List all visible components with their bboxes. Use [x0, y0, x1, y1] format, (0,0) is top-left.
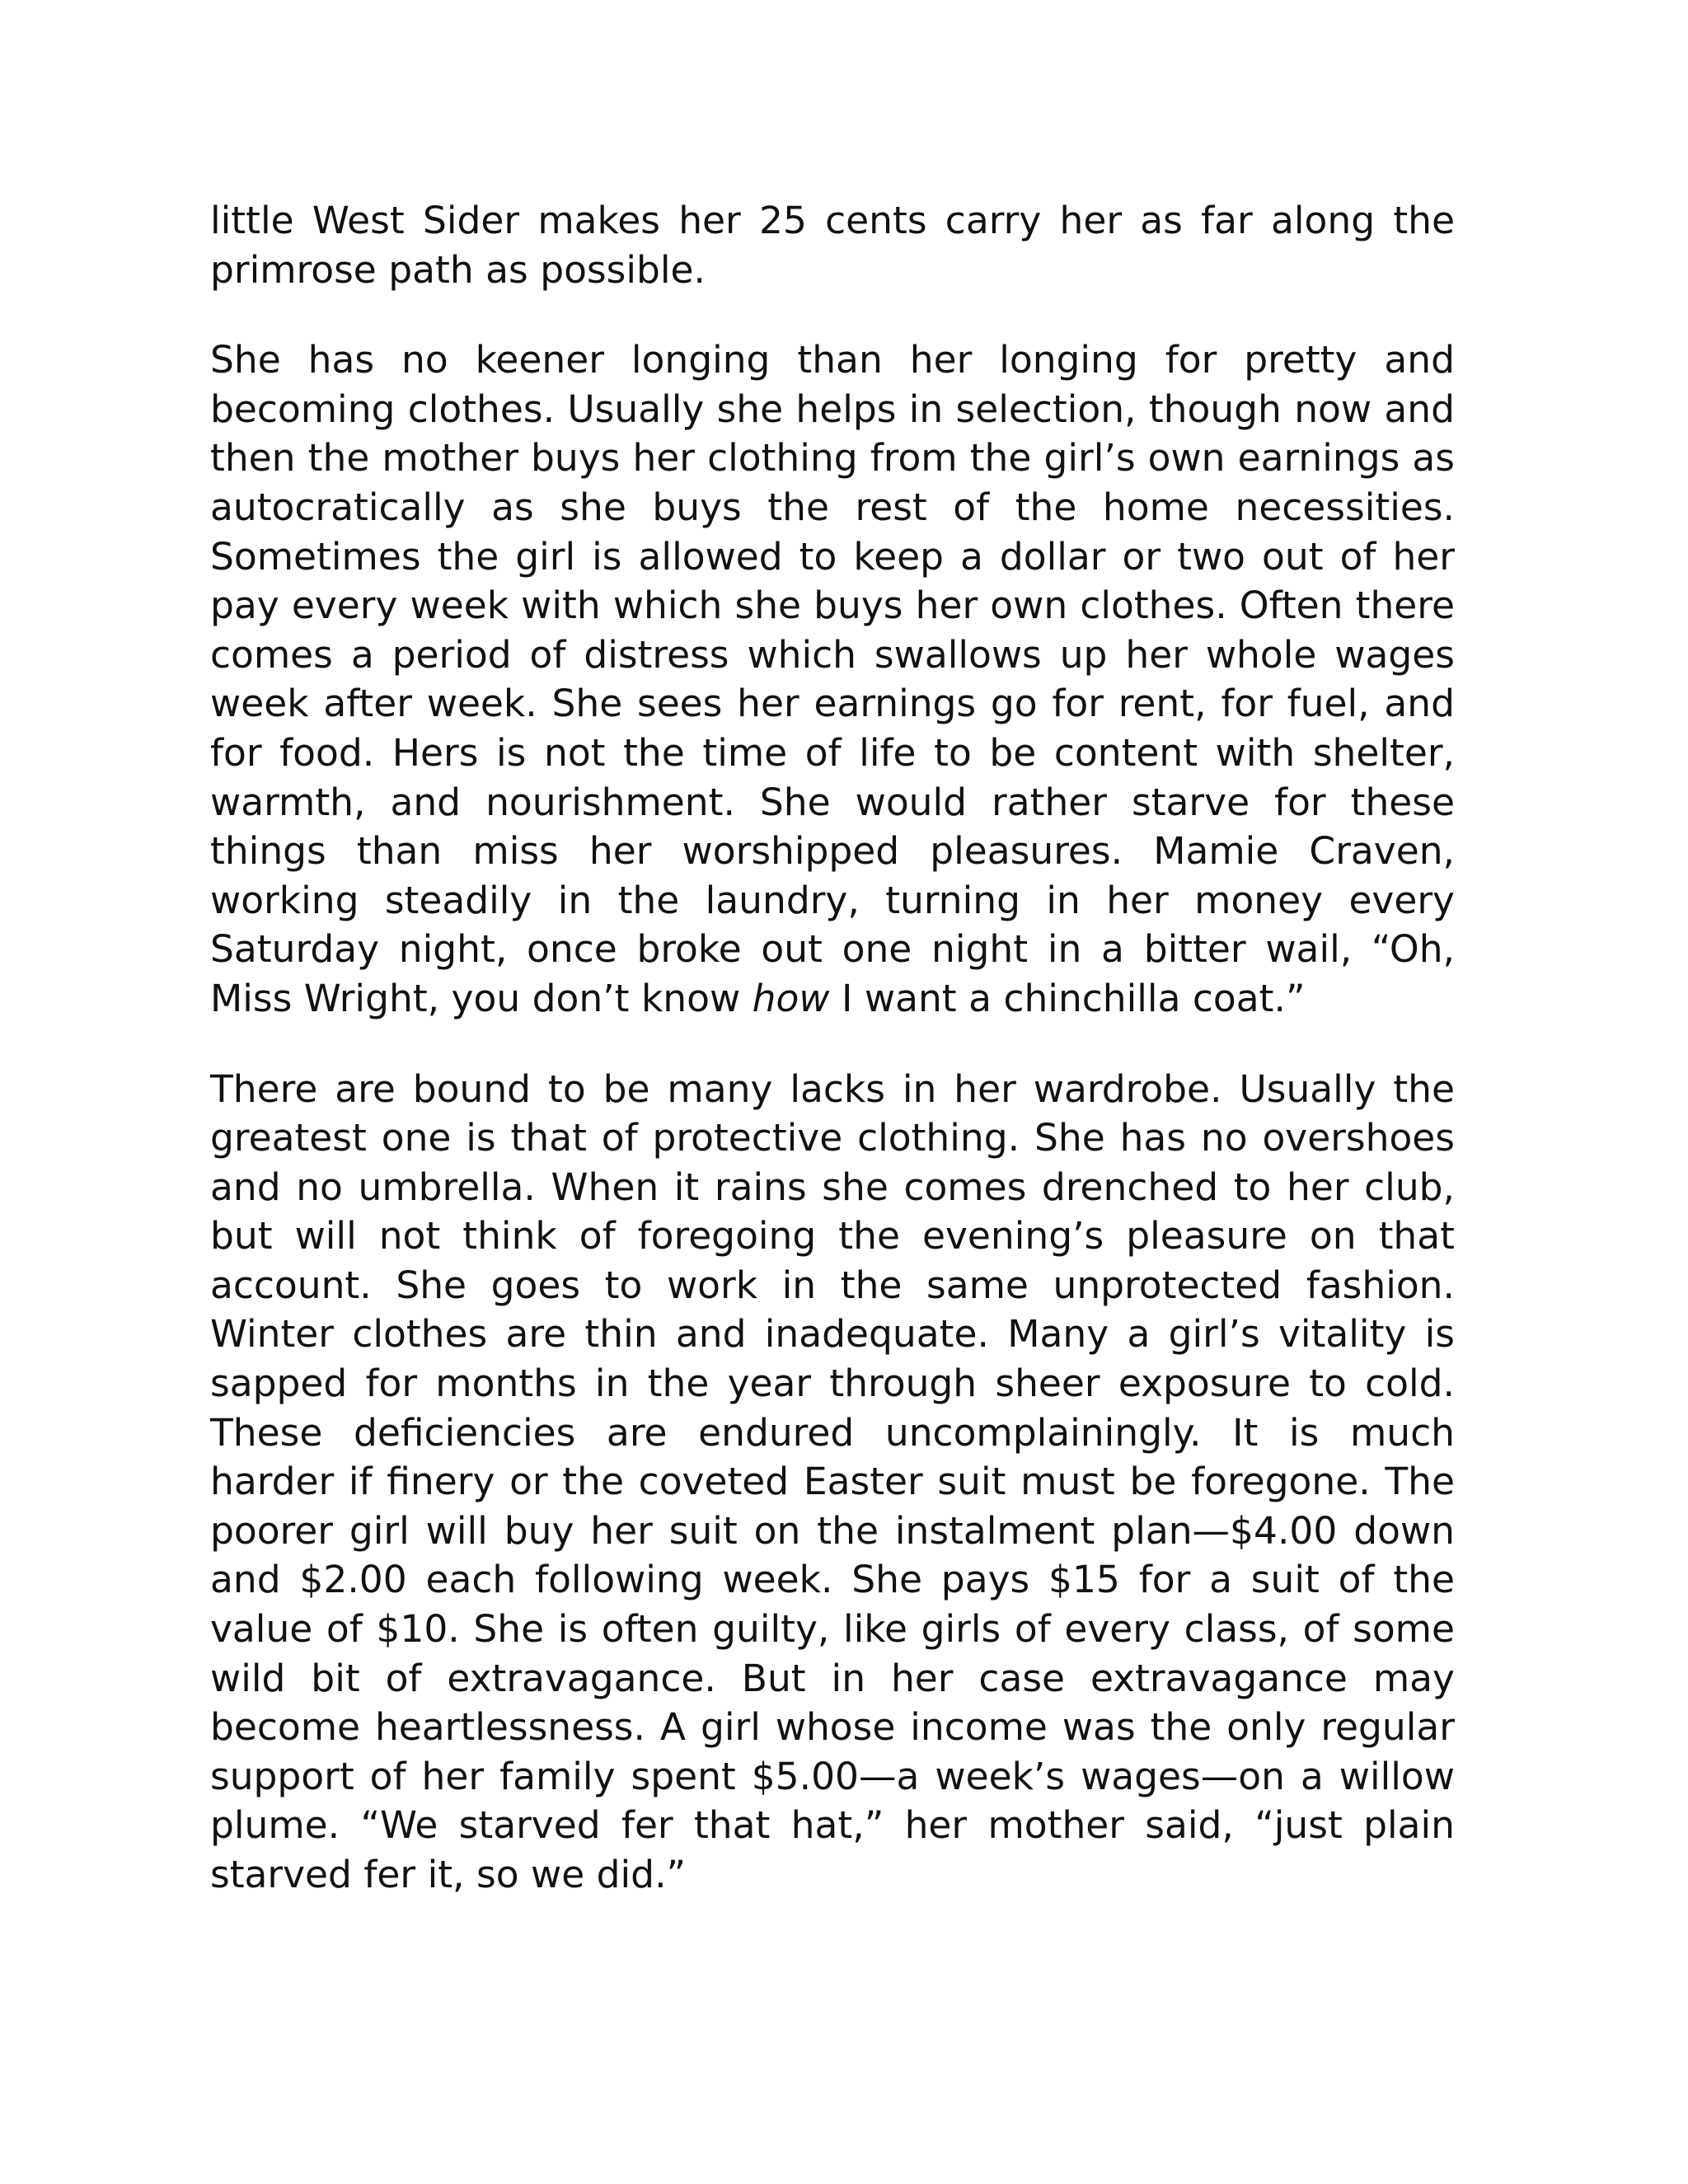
paragraph-3-text: There are bound to be many lacks in her wardrobe. Usually the greatest one is that of protective clothing. She has no overshoes and no umbrella. When it rains she comes drenched to her club, but will not think of foregoing the evening’s pleasure on that account. She goes to work in the same unprotected fashion. Winter clothes are thin and inadequate. Many a girl’s vitality is sapped for months in the year through sheer exposure to cold. These deficiencies are endured uncomplainingly. It is much harder if finery or the coveted Easter suit must be foregone. The poorer girl will buy her suit on the instalment plan—$4.00 down and $2.00 each following week. She pays $15 for a suit of the value of $10. She is often guilty, like girls of every class, of some wild bit of extravagance. But in her case extravagance may become heartlessness. A girl whose income was the only regular support of her family spent $5.00—a week’s wages—on a willow plume. “We starved fer that hat,” her mother said, “just plain starved fer it, so we did.” — [210, 1066, 1455, 1896]
paragraph-2-emphasis: how — [752, 976, 830, 1020]
paragraph-3 — [210, 1065, 1455, 1900]
paragraph-2 — [210, 335, 1455, 1023]
paragraph-1-text: little West Sider makes her 25 cents carry her as far along the primrose path as possible. — [210, 199, 1455, 292]
paragraph-2-text-end: I want a chinchilla coat.” — [829, 976, 1306, 1020]
paragraph-2-text-start: She has no keener longing than her longing for pretty and becoming clothes. Usually she helps in selection, though now and then the mother buys her clothing from the girl’s own earnings as autocratically as she buys the rest of the home necessities. Sometimes the girl is allowed to keep a dollar or two out of her pay every week with which she buys her own clothes. Often there comes a period of distress which swallows up her whole wages week after week. She sees her earnings go for rent, for fuel, and for food. Hers is not the time of life to be content with shelter, warmth, and nourishment. She would rather starve for these things than miss her worshipped pleasures. Mamie Craven, working steadily in the laundry, turning in her money every Saturday night, once broke out one night in a bitter wail, “Oh, Miss Wright, you don’t know — [210, 338, 1455, 1020]
body-text — [210, 196, 1455, 1941]
paragraph-1 — [210, 196, 1455, 294]
